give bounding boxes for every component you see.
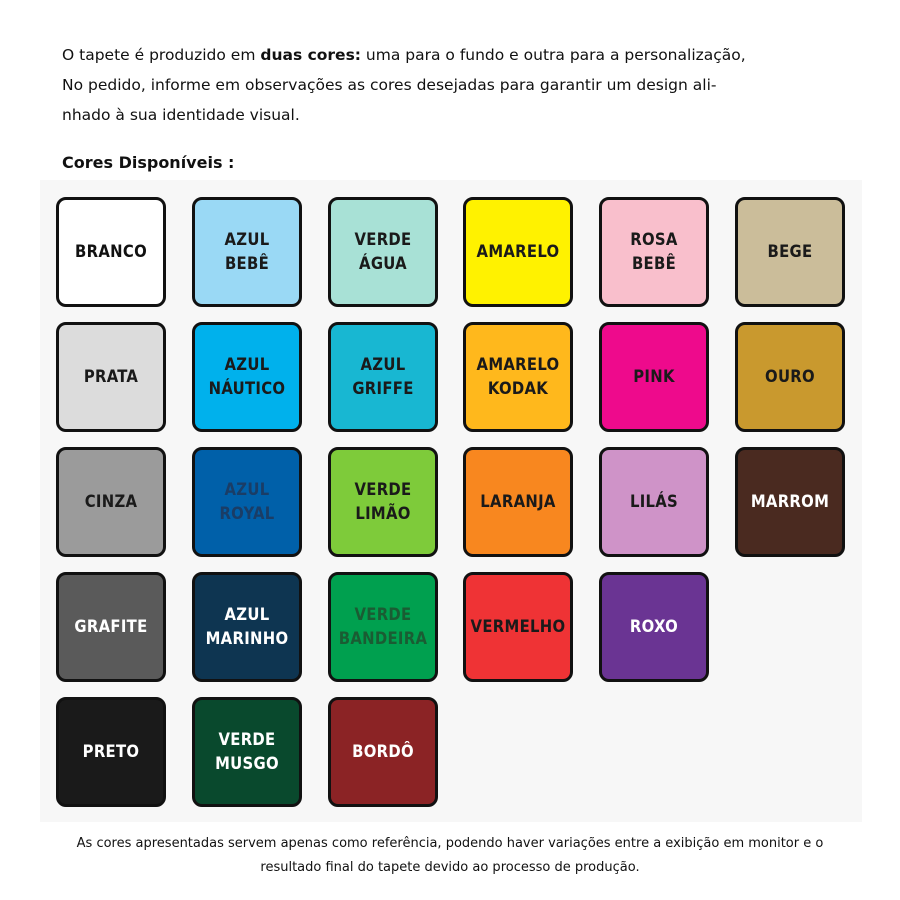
color-swatch-azul-bebe (192, 197, 302, 307)
color-swatch-label: MARROM (750, 492, 830, 511)
color-swatch-label: AZUL NÁUTICO (208, 355, 286, 398)
intro-text (62, 40, 862, 130)
color-swatch-azul-nautico (192, 322, 302, 432)
color-swatch-azul-marinho (192, 572, 302, 682)
intro-line-1-start: O tapete é produzido em (62, 46, 261, 64)
color-swatch-ouro (735, 322, 845, 432)
color-swatch-label: AZUL BEBÊ (224, 230, 270, 273)
color-swatch-verde-musgo (192, 697, 302, 807)
color-swatch-label: PRATA (83, 367, 139, 386)
color-swatch-label: BEGE (767, 242, 813, 261)
color-swatch-verde-bandeira (328, 572, 438, 682)
colors-heading: Cores Disponíveis : (62, 153, 235, 172)
color-swatch-grafite (56, 572, 166, 682)
color-swatch-bege (735, 197, 845, 307)
color-swatch-label: CINZA (84, 492, 138, 511)
color-swatch-amarelo (463, 197, 573, 307)
color-swatch-label: VERDE LIMÃO (354, 480, 412, 523)
color-swatch-label: VERDE MUSGO (215, 730, 279, 773)
color-swatch-verde-limao (328, 447, 438, 557)
color-swatch-marrom (735, 447, 845, 557)
color-swatch-prata (56, 322, 166, 432)
color-swatch-label: GRAFITE (74, 617, 148, 636)
color-swatch-label: PRETO (82, 742, 140, 761)
color-swatch-pink (599, 322, 709, 432)
color-swatch-label: PINK (633, 367, 675, 386)
color-swatch-label: BRANCO (75, 242, 147, 261)
color-swatch-azul-griffe (328, 322, 438, 432)
intro-line-3: nhado à sua identidade visual. (62, 106, 300, 124)
color-swatch-label: AMARELO (476, 242, 560, 261)
color-swatch-label: AZUL MARINHO (205, 605, 289, 648)
color-swatch-azul-royal (192, 447, 302, 557)
intro-line-1-end: uma para o fundo e outra para a personalização, (361, 46, 746, 64)
color-swatch-label: VERDE ÁGUA (354, 230, 412, 273)
color-swatch-label: AZUL ROYAL (219, 480, 275, 523)
color-swatch-label: VERDE BANDEIRA (338, 605, 428, 648)
color-swatch-label: AZUL GRIFFE (352, 355, 414, 398)
color-swatch-vermelho (463, 572, 573, 682)
intro-line-1-bold: duas cores: (260, 46, 361, 64)
color-swatch-label: AMARELO KODAK (476, 355, 560, 398)
color-swatch-label: OURO (765, 367, 815, 386)
color-swatch-laranja (463, 447, 573, 557)
color-swatch-label: LARANJA (480, 492, 556, 511)
color-swatch-label: VERMELHO (470, 617, 566, 636)
color-swatch-lilas (599, 447, 709, 557)
color-swatch-label: ROSA BEBÊ (630, 230, 678, 273)
disclaimer-line-1: As cores apresentadas servem apenas como referência, podendo haver variações entre a exibição em monitor e o (76, 836, 824, 851)
disclaimer-footer (0, 832, 900, 880)
color-swatch-cinza (56, 447, 166, 557)
color-swatch-label: BORDÔ (352, 742, 414, 761)
color-swatch-preto (56, 697, 166, 807)
color-swatch-verde-agua (328, 197, 438, 307)
color-swatch-rosa-bebe (599, 197, 709, 307)
color-swatch-branco (56, 197, 166, 307)
disclaimer-line-2: resultado final do tapete devido ao processo de produção. (260, 860, 640, 875)
color-swatch-amarelo-kodak (463, 322, 573, 432)
color-swatch-bordo (328, 697, 438, 807)
color-swatch-label: ROXO (629, 617, 679, 636)
color-swatch-roxo (599, 572, 709, 682)
color-swatch-label: LILÁS (629, 492, 679, 511)
intro-line-2: No pedido, informe em observações as cores desejadas para garantir um design ali- (62, 76, 717, 94)
intro-line-1 (62, 40, 862, 70)
